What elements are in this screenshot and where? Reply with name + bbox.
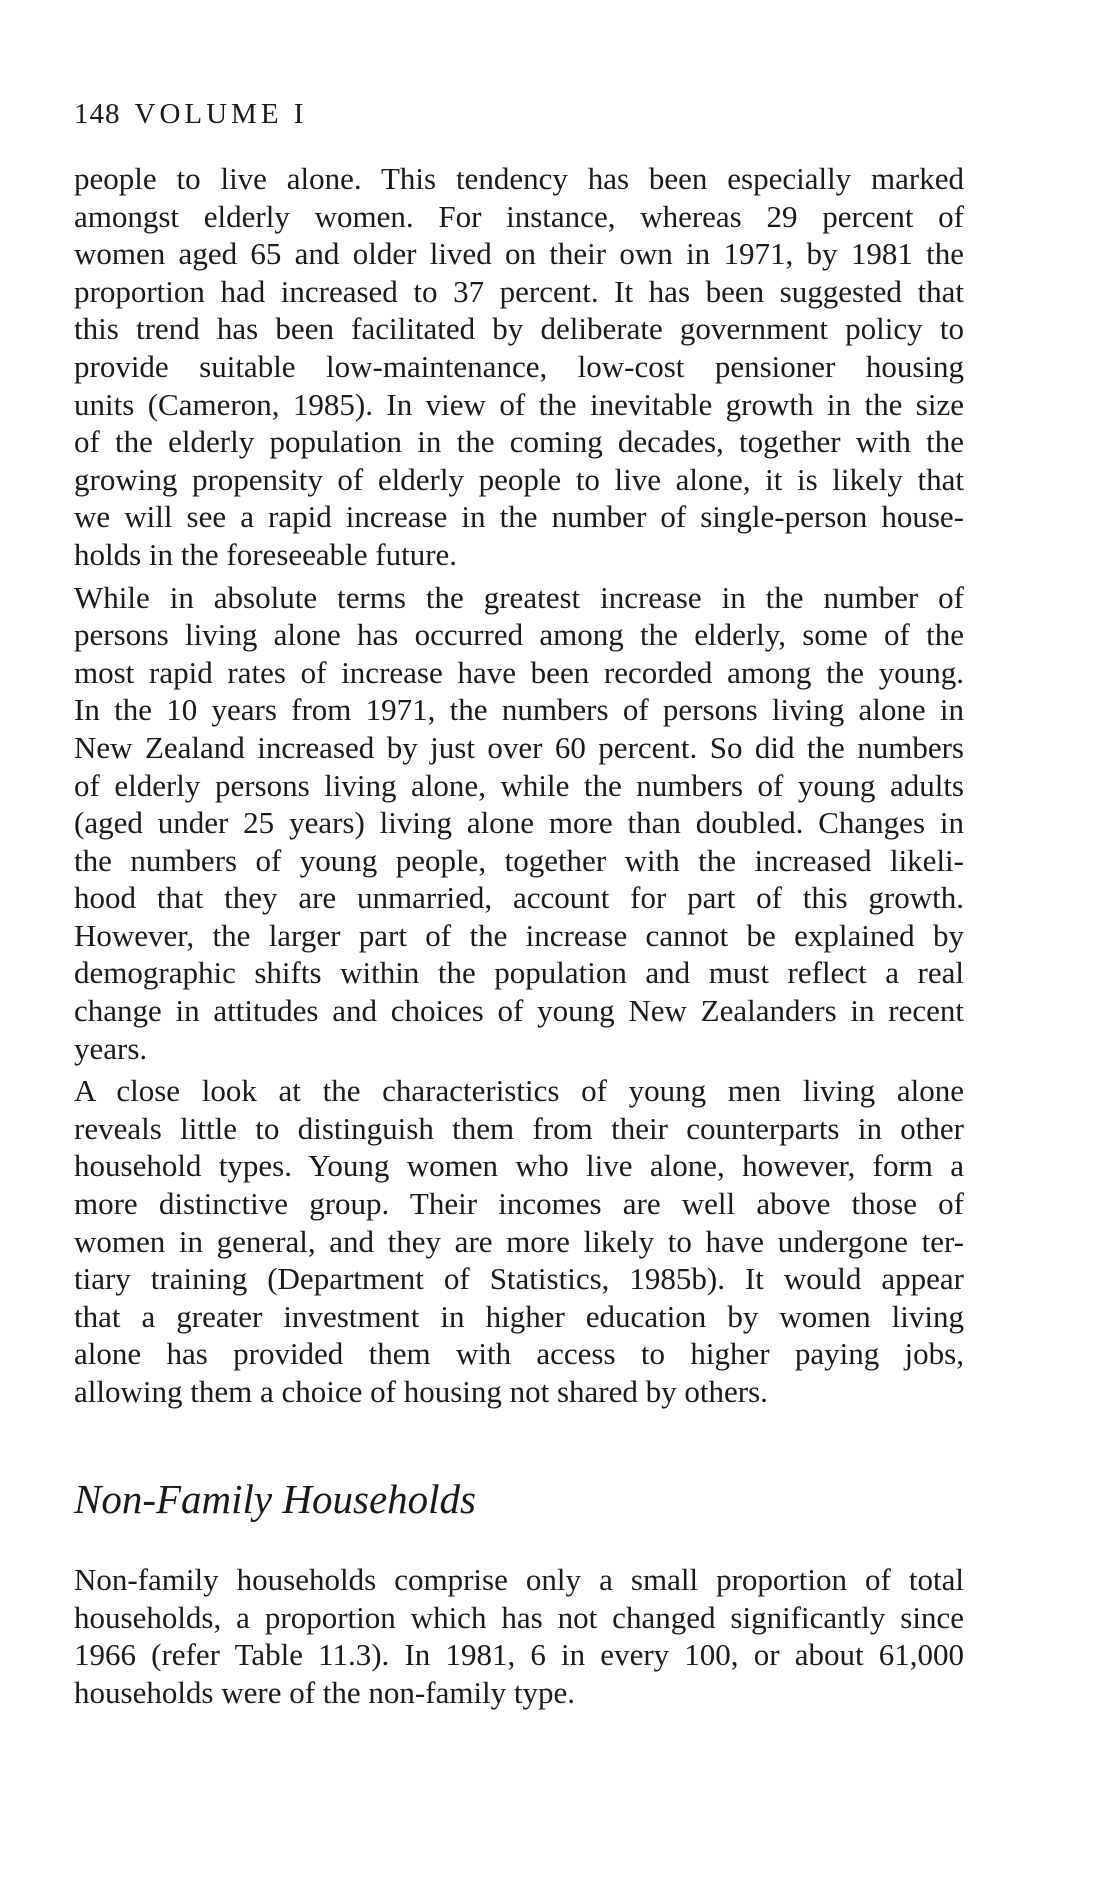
text-line: the numbers of young people, together with the increased likeli- (74, 842, 964, 878)
text-line: Non-family households comprise only a small proportion of total (74, 1562, 964, 1597)
text-line: New Zealand increased by just over 60 percent. So did the numbers (74, 729, 964, 765)
text-line: A close look at the characteristics of young men living alone (74, 1073, 964, 1109)
text-line: women aged 65 and older lived on their own in 1971, by 1981 the (74, 236, 964, 272)
paragraph-non-family-households (74, 1561, 964, 1711)
section-body (74, 1561, 964, 1711)
book-page (74, 0, 964, 1884)
text-line: most rapid rates of increase have been recorded among the young. (74, 654, 964, 690)
text-line: that a greater investment in higher education by women living (74, 1298, 964, 1334)
text-line: this trend has been facilitated by deliberate government policy to (74, 311, 964, 347)
text-line: demographic shifts within the population and must reflect a real (74, 955, 964, 991)
page-number: 148 (74, 98, 121, 130)
paragraph-living-alone-young (74, 579, 964, 1068)
text-line: (aged under 25 years) living alone more than doubled. Changes in (74, 805, 964, 841)
text-line: persons living alone has occurred among the elderly, some of the (74, 617, 964, 653)
text-line: units (Cameron, 1985). In view of the inevitable growth in the size (74, 386, 964, 422)
text-line: allowing them a choice of housing not shared by others. (74, 1374, 768, 1409)
text-line: In the 10 years from 1971, the numbers of persons living alone in (74, 692, 964, 728)
text-line: While in absolute terms the greatest increase in the number of (74, 579, 964, 615)
paragraph-young-men-women (74, 1072, 964, 1410)
text-line: years. (74, 1030, 148, 1066)
text-line: provide suitable low-maintenance, low-cost pensioner housing (74, 348, 964, 384)
text-line: alone has provided them with access to higher paying jobs, (74, 1336, 964, 1372)
section-heading: Non-Family Households (74, 1476, 476, 1522)
running-head (74, 96, 307, 132)
text-line: proportion had increased to 37 percent. It has been suggested that (74, 273, 964, 309)
text-line: households were of the non-family type. (74, 1674, 576, 1710)
text-line: people to live alone. This tendency has been especially marked (74, 161, 964, 196)
text-line: more distinctive group. Their incomes are well above those of (74, 1186, 964, 1222)
text-line: of elderly persons living alone, while the numbers of young adults (74, 767, 964, 803)
text-line: households, a proportion which has not changed significantly since (74, 1599, 964, 1635)
text-line: women in general, and they are more likely to have undergone ter- (74, 1223, 964, 1259)
text-line: tiary training (Department of Statistics, 1985b). It would appear (74, 1261, 964, 1297)
text-line: we will see a rapid increase in the number of single-person house- (74, 499, 964, 535)
text-line: household types. Young women who live alone, however, form a (74, 1148, 964, 1184)
volume-label: VOLUME I (134, 98, 308, 130)
body-text (74, 160, 964, 1411)
text-line: growing propensity of elderly people to live alone, it is likely that (74, 461, 964, 497)
text-line: holds in the foreseeable future. (74, 536, 458, 572)
text-line: hood that they are unmarried, account for part of this growth. (74, 880, 964, 916)
text-line: However, the larger part of the increase cannot be explained by (74, 917, 964, 953)
text-line: amongst elderly women. For instance, whereas 29 percent of (74, 198, 964, 234)
text-line: change in attitudes and choices of young New Zealanders in recent (74, 993, 964, 1029)
text-line: reveals little to distinguish them from their counterparts in other (74, 1110, 964, 1146)
text-line: of the elderly population in the coming decades, together with the (74, 424, 964, 460)
paragraph-living-alone-elderly (74, 160, 964, 574)
text-line: 1966 (refer Table 11.3). In 1981, 6 in every 100, or about 61,000 (74, 1637, 964, 1673)
